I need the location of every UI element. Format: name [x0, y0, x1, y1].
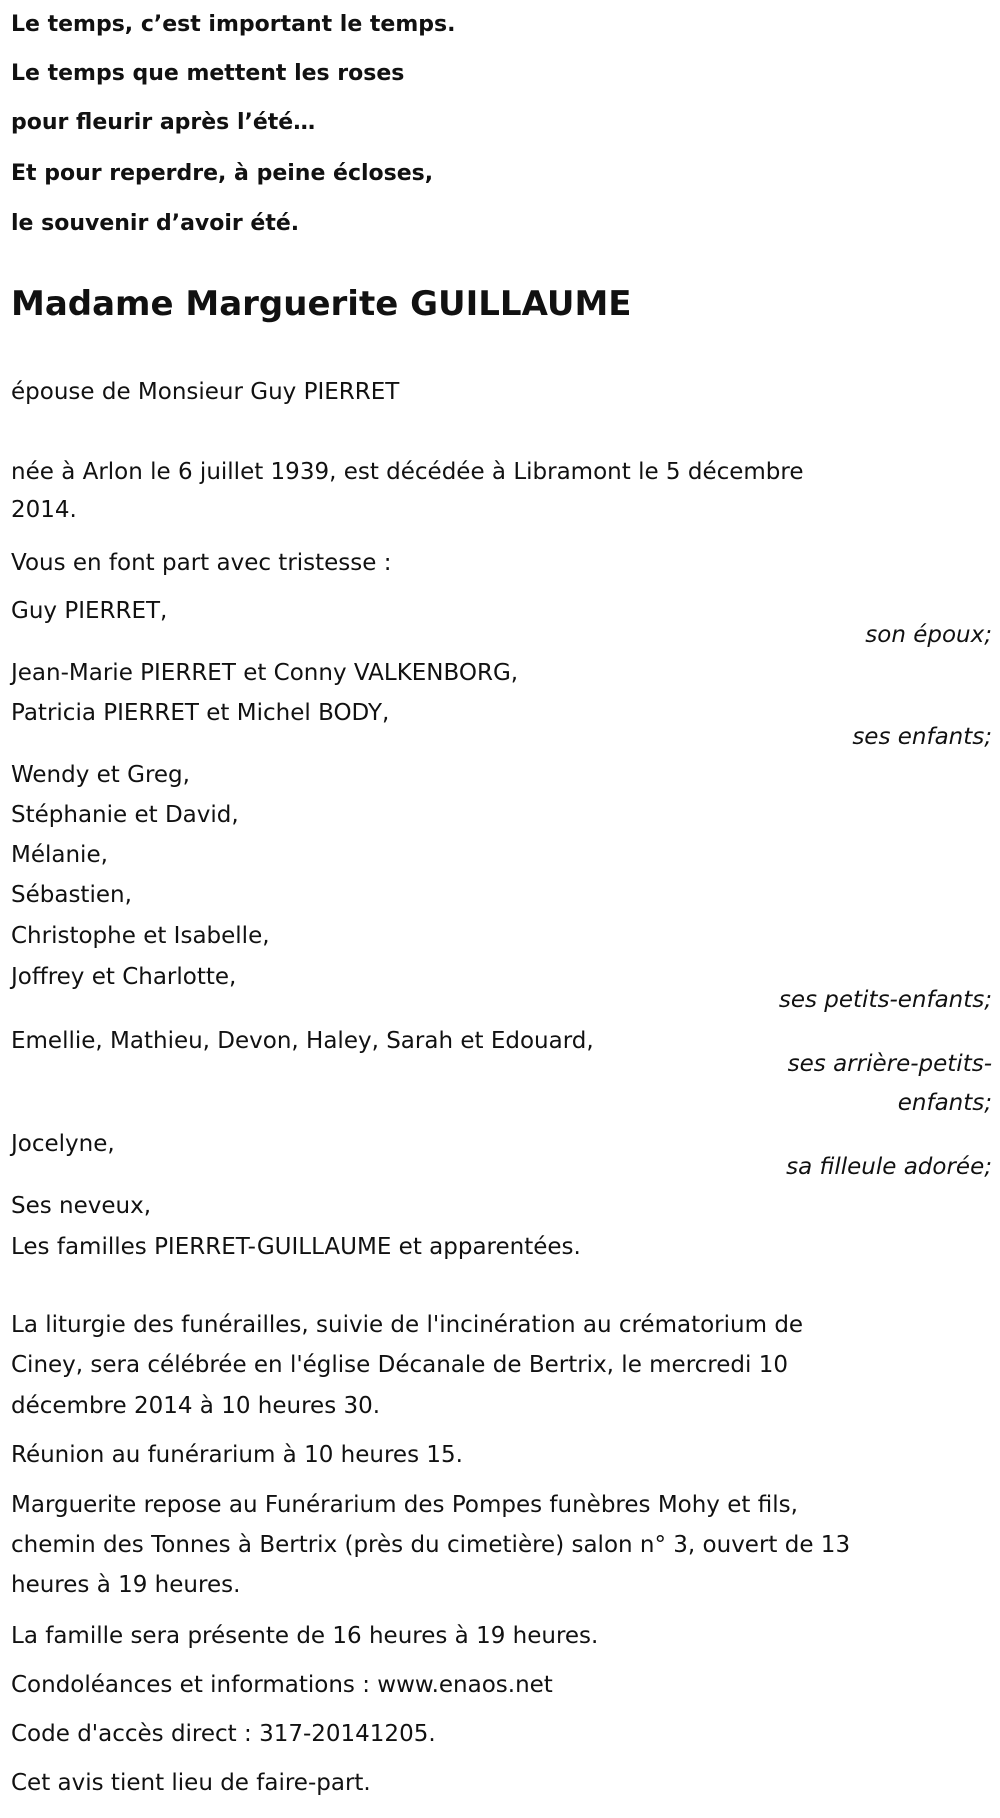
family-present-line: La famille sera présente de 16 heures à 19 heures.	[11, 1623, 599, 1649]
family-member: Jean-Marie PIERRET et Conny VALKENBORG,	[11, 660, 519, 686]
family-role: enfants;	[897, 1090, 992, 1116]
family-member: Mélanie,	[11, 842, 108, 868]
birth-death-line: née à Arlon le 6 juillet 1939, est décédée à Libramont le 5 décembre	[11, 459, 804, 485]
liturgy-line: décembre 2014 à 10 heures 30.	[11, 1393, 381, 1419]
announce-line: Vous en font part avec tristesse :	[11, 550, 392, 576]
poem-line: Et pour reperdre, à peine écloses,	[11, 161, 434, 186]
rest-line: heures à 19 heures.	[11, 1572, 241, 1598]
liturgy-line: Ciney, sera célébrée en l'église Décanale de Bertrix, le mercredi 10	[11, 1352, 788, 1378]
family-member: Jocelyne,	[11, 1131, 115, 1157]
spouse-line: épouse de Monsieur Guy PIERRET	[11, 379, 400, 405]
poem-line: Le temps, c’est important le temps.	[11, 12, 456, 37]
family-member: Guy PIERRET,	[11, 598, 168, 624]
family-member: Stéphanie et David,	[11, 802, 239, 828]
family-member: Wendy et Greg,	[11, 762, 190, 788]
family-member: Patricia PIERRET et Michel BODY,	[11, 700, 390, 726]
family-member: Ses neveux,	[11, 1193, 152, 1219]
liturgy-line: La liturgie des funérailles, suivie de l'incinération au crématorium de	[11, 1312, 804, 1338]
notice-line: Cet avis tient lieu de faire-part.	[11, 1770, 371, 1796]
deceased-name: Madame Marguerite GUILLAUME	[11, 284, 632, 324]
family-role: ses arrière-petits-	[787, 1051, 992, 1077]
poem-line: le souvenir d’avoir été.	[11, 211, 300, 236]
access-code-line: Code d'accès direct : 317-20141205.	[11, 1721, 436, 1747]
family-member: Emellie, Mathieu, Devon, Haley, Sarah et Edouard,	[11, 1028, 594, 1054]
family-role: ses enfants;	[852, 724, 992, 750]
meeting-line: Réunion au funérarium à 10 heures 15.	[11, 1442, 463, 1468]
birth-death-line: 2014.	[11, 497, 77, 523]
rest-line: Marguerite repose au Funérarium des Pompes funèbres Mohy et fils,	[11, 1492, 798, 1518]
family-member: Joffrey et Charlotte,	[11, 964, 237, 990]
rest-line: chemin des Tonnes à Bertrix (près du cimetière) salon n° 3, ouvert de 13	[11, 1532, 851, 1558]
family-role: ses petits-enfants;	[778, 987, 992, 1013]
family-role: son époux;	[865, 622, 992, 648]
family-member: Les familles PIERRET-GUILLAUME et apparentées.	[11, 1234, 581, 1260]
family-role: sa filleule adorée;	[786, 1154, 992, 1180]
poem-line: Le temps que mettent les roses	[11, 61, 405, 86]
family-member: Christophe et Isabelle,	[11, 923, 270, 949]
condolences-line: Condoléances et informations : www.enaos.net	[11, 1672, 553, 1698]
family-member: Sébastien,	[11, 882, 132, 908]
poem-line: pour fleurir après l’été…	[11, 110, 316, 135]
